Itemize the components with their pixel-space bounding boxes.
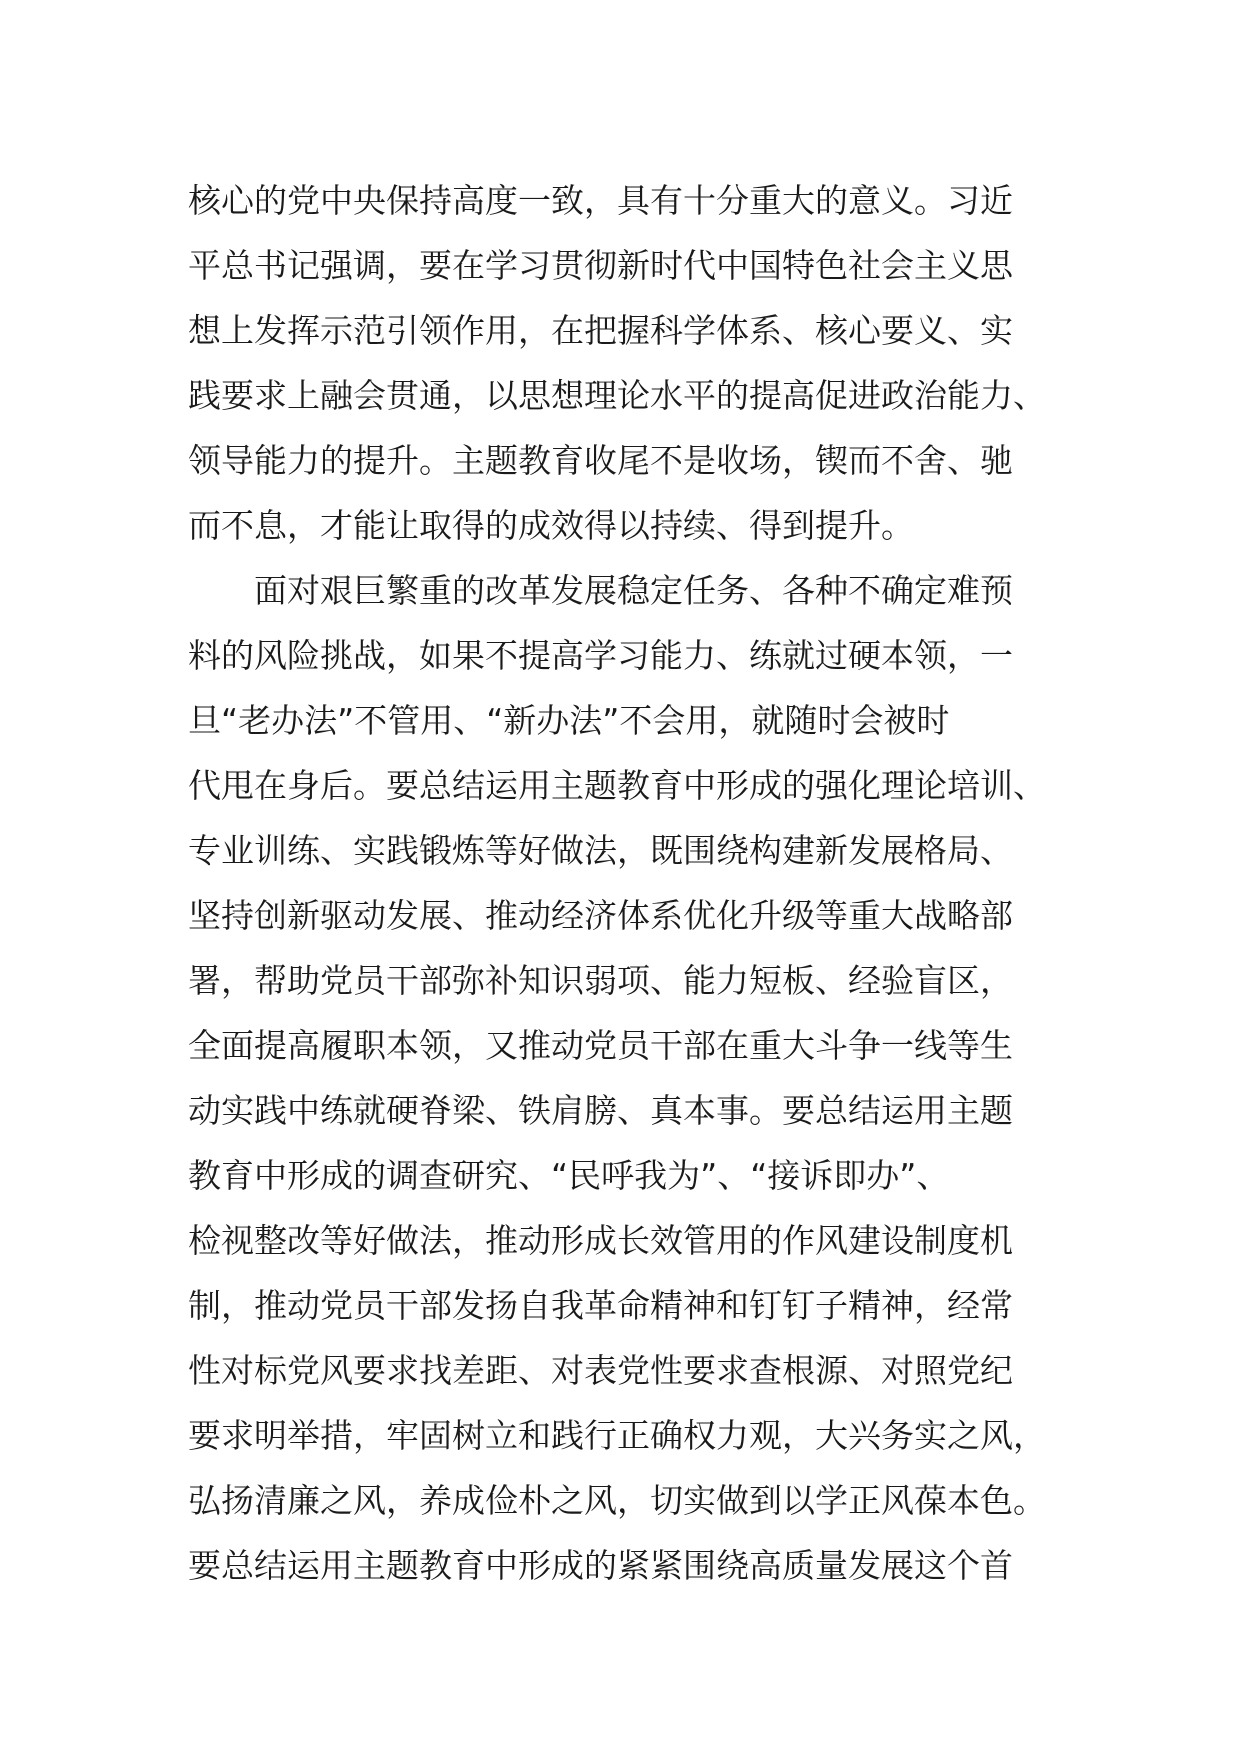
text-line: 想上发挥示范引领作用，在把握科学体系、核心要义、实	[188, 311, 1013, 350]
text-line: 核心的党中央保持高度一致，具有十分重大的意义。习近	[188, 181, 1013, 220]
text-line: 全面提高履职本领，又推动党员干部在重大斗争一线等生	[188, 1026, 1013, 1065]
text-line: 领导能力的提升。主题教育收尾不是收场，锲而不舍、驰	[188, 441, 1013, 480]
text-line: 代甩在身后。要总结运用主题教育中形成的强化理论培训、	[188, 766, 1046, 805]
text-line: 面对艰巨繁重的改革发展稳定任务、各种不确定难预	[254, 571, 1013, 610]
text-line: 性对标党风要求找差距、对表党性要求查根源、对照党纪	[188, 1351, 1013, 1390]
text-line: 制，推动党员干部发扬自我革命精神和钉钉子精神，经常	[188, 1286, 1013, 1325]
paragraph	[188, 168, 1068, 558]
text-line: 平总书记强调，要在学习贯彻新时代中国特色社会主义思	[188, 246, 1013, 285]
text-line: 要求明举措，牢固树立和践行正确权力观，大兴务实之风，	[188, 1416, 1046, 1455]
text-line: 动实践中练就硬脊梁、铁肩膀、真本事。要总结运用主题	[188, 1091, 1013, 1130]
paragraph	[188, 558, 1068, 1598]
body-text	[188, 168, 1068, 1598]
text-line: 教育中形成的调查研究、“民呼我为”、“接诉即办”、	[188, 1156, 950, 1195]
text-line: 践要求上融会贯通，以思想理论水平的提高促进政治能力、	[188, 376, 1046, 415]
text-line: 弘扬清廉之风，养成俭朴之风，切实做到以学正风葆本色。	[188, 1481, 1046, 1520]
text-line: 料的风险挑战，如果不提高学习能力、练就过硬本领，一	[188, 636, 1013, 675]
text-line: 要总结运用主题教育中形成的紧紧围绕高质量发展这个首	[188, 1546, 1013, 1585]
text-line: 而不息，才能让取得的成效得以持续、得到提升。	[188, 506, 914, 545]
text-line: 坚持创新驱动发展、推动经济体系优化升级等重大战略部	[188, 896, 1013, 935]
text-line: 署，帮助党员干部弥补知识弱项、能力短板、经验盲区，	[188, 961, 1013, 1000]
text-line: 旦“老办法”不管用、“新办法”不会用，就随时会被时	[188, 701, 950, 740]
text-line: 专业训练、实践锻炼等好做法，既围绕构建新发展格局、	[188, 831, 1013, 870]
text-line: 检视整改等好做法，推动形成长效管用的作风建设制度机	[188, 1221, 1013, 1260]
